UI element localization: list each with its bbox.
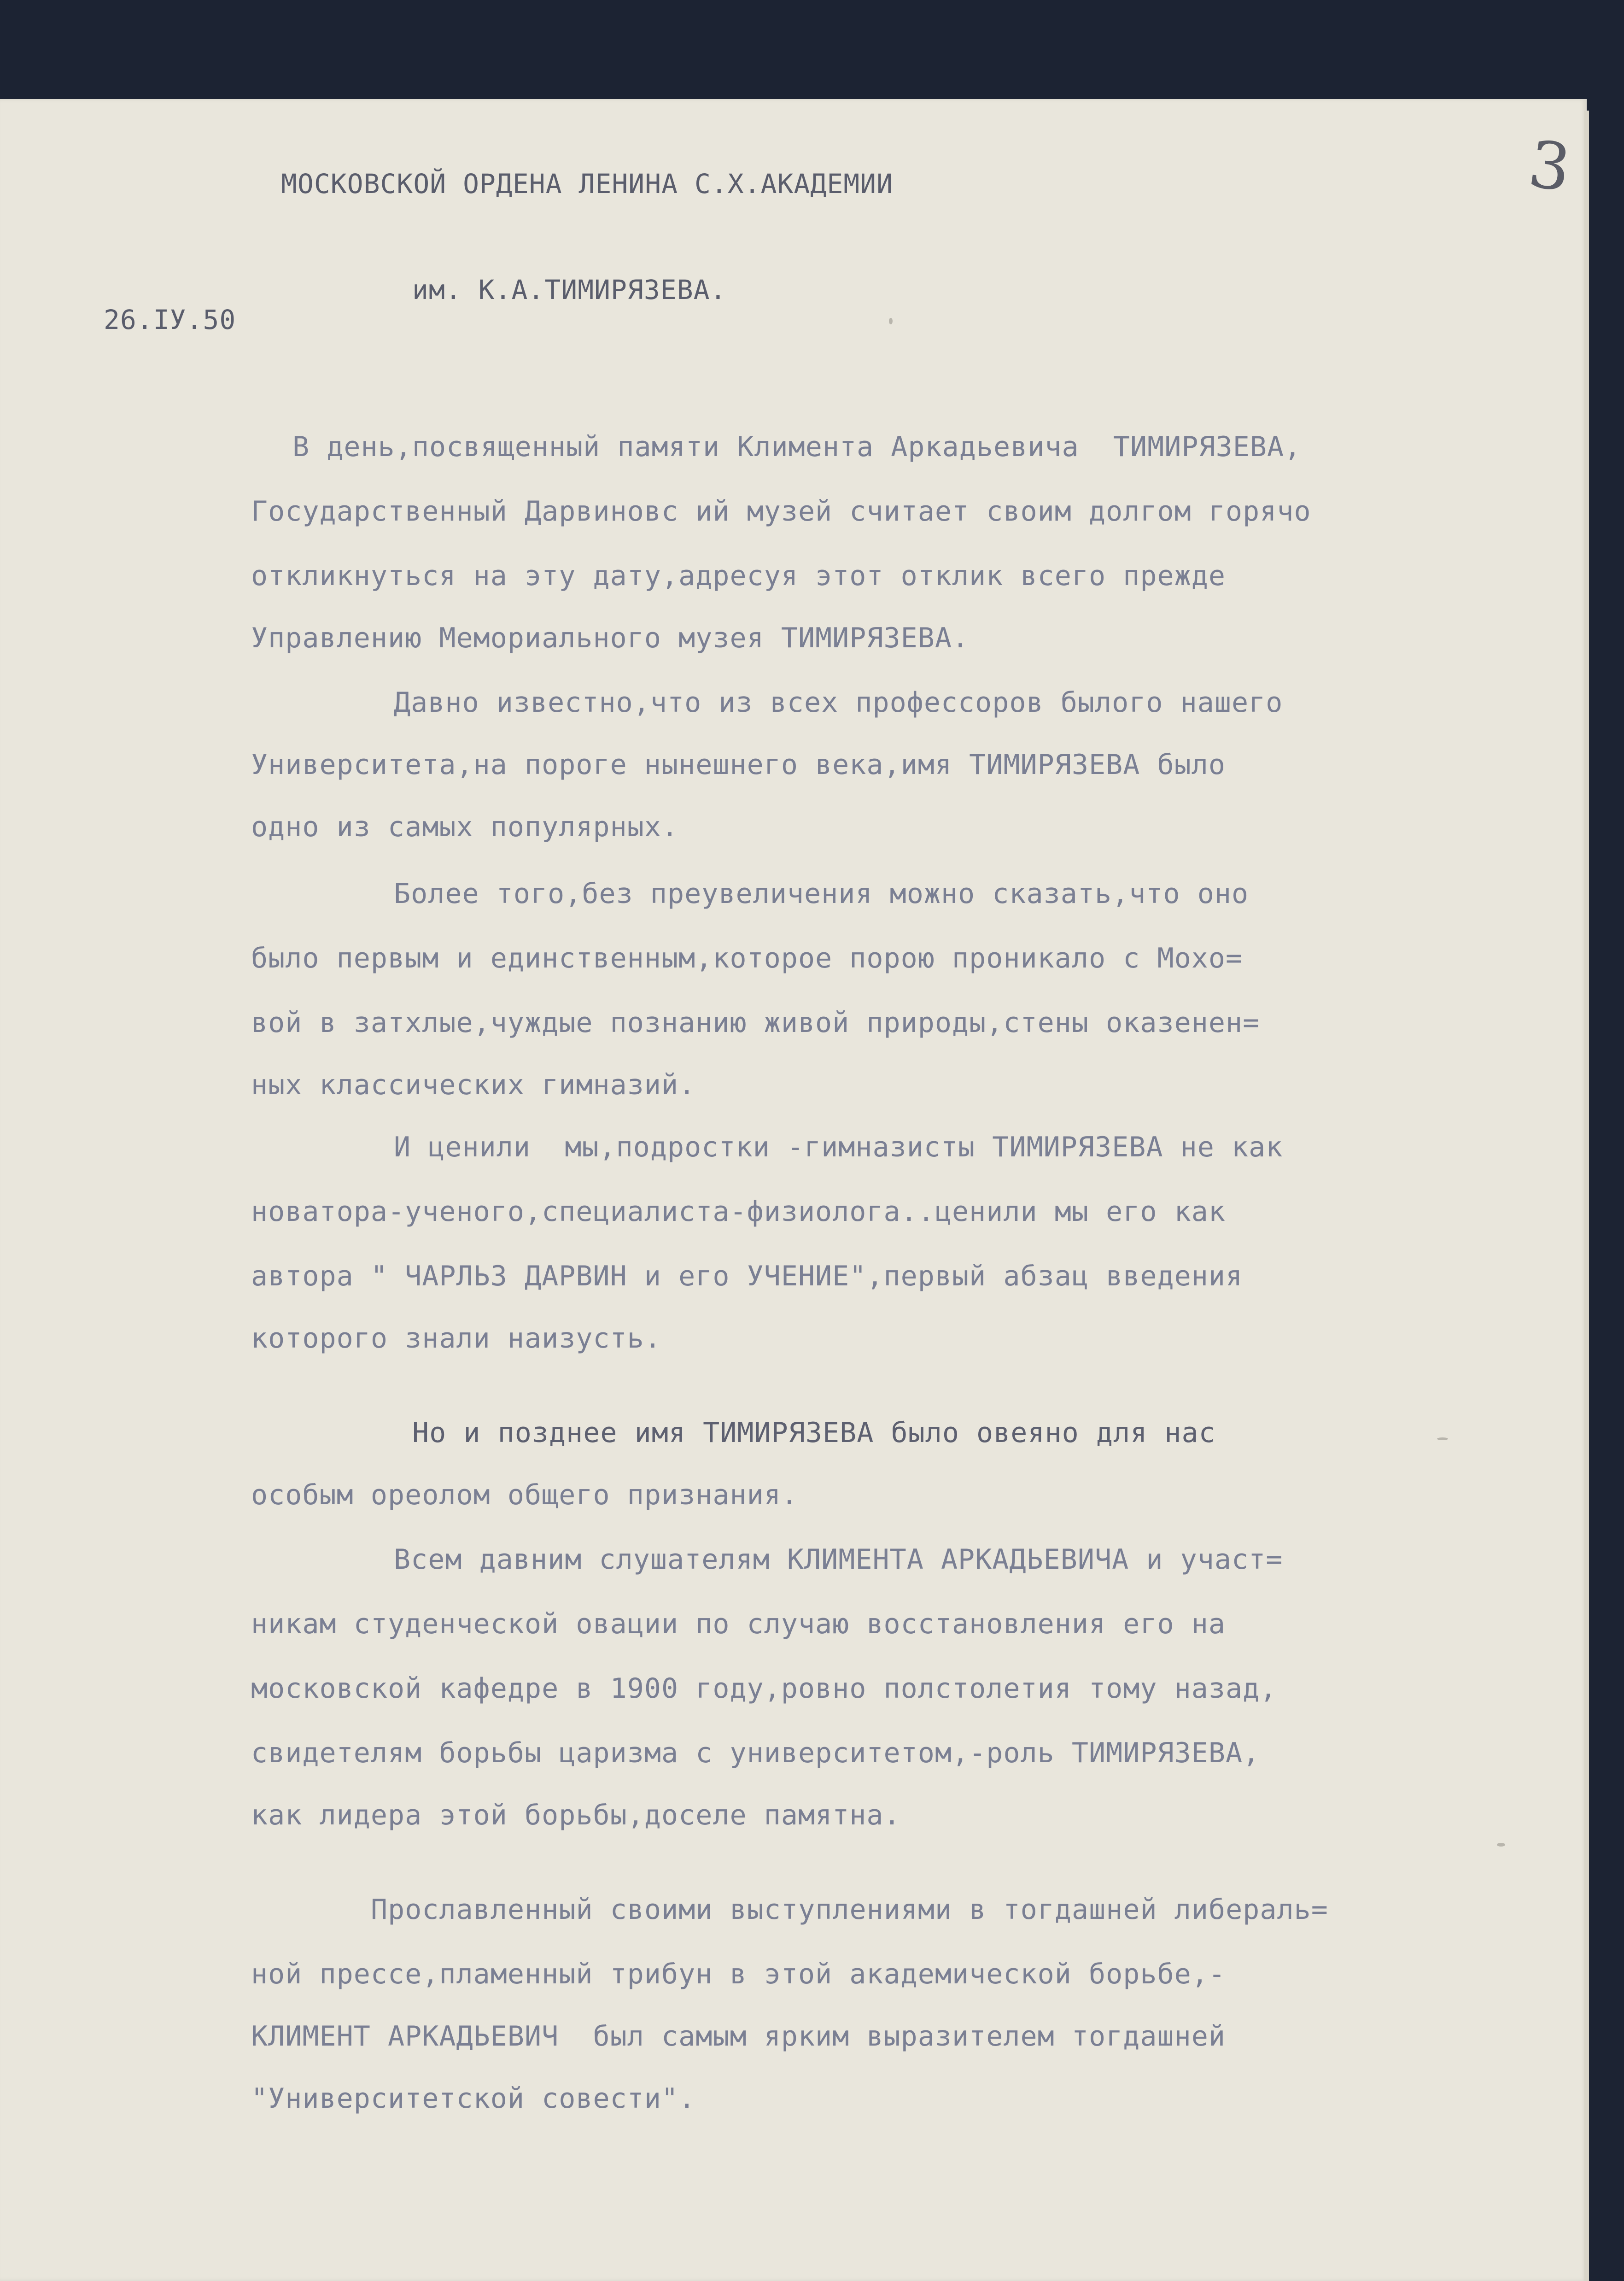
body-line: Давно известно,что из всех профессоров былого нашего [394, 686, 1283, 719]
institution-name: МОСКОВСКОЙ ОРДЕНА ЛЕНИНА С.Х.АКАДЕМИИ [281, 168, 894, 199]
body-line: было первым и единственным,которое порою проникало с Мохо= [251, 942, 1243, 974]
institution-name-continued: им. К.А.ТИМИРЯЗЕВА. [412, 274, 727, 305]
paper-speck [1497, 1843, 1505, 1847]
body-line: одно из самых популярных. [251, 811, 679, 843]
body-line: никам студенческой овации по случаю восстановления его на [251, 1608, 1226, 1640]
body-line: "Университетской совести". [251, 2082, 696, 2115]
body-line: Более того,без преувеличения можно сказать,что оно [394, 878, 1249, 910]
body-line: Прославленный своими выступлениями в тогдашней либераль= [371, 1894, 1328, 1926]
body-line: свидетелям борьбы царизма с университетом,-роль ТИМИРЯЗЕВА, [251, 1737, 1260, 1769]
body-line: Управлению Мемориального музея ТИМИРЯЗЕВА. [251, 622, 970, 654]
page-number: 3 [1524, 126, 1575, 207]
paper-speck [1437, 1437, 1448, 1440]
body-line: Всем давним слушателям КЛИМЕНТА АРКАДЬЕВИЧА и участ= [394, 1543, 1283, 1576]
body-line: ной прессе,пламенный трибун в этой академической борьбе,- [251, 1958, 1226, 1990]
paper-speck [889, 318, 893, 324]
body-line: В день,посвященный памяти Климента Аркадьевича ТИМИРЯЗЕВА, [292, 431, 1302, 463]
body-line: Государственный Дарвиновс ий музей считает своим долгом горячо [251, 495, 1311, 528]
body-line: особым ореолом общего признания. [251, 1479, 798, 1511]
body-line: как лидера этой борьбы,доселе памятна. [251, 1799, 901, 1831]
body-line: московской кафедре в 1900 году,ровно полстолетия тому назад, [251, 1672, 1277, 1705]
body-line: Университета,на пороге нынешнего века,имя ТИМИРЯЗЕВА было [251, 749, 1226, 781]
body-line: И ценили мы,подростки -гимназисты ТИМИРЯЗЕВА не как [394, 1131, 1283, 1163]
body-line: ных классических гимназий. [251, 1069, 696, 1101]
document-date: 26.IУ.50 [104, 304, 236, 335]
body-line: откликнуться на эту дату,адресуя этот отклик всего прежде [251, 560, 1226, 592]
body-line: Но и позднее имя ТИМИРЯЗЕВА было овеяно для нас [412, 1417, 1216, 1449]
body-line: новатора-ученого,специалиста-физиолога..ценили мы его как [251, 1196, 1226, 1228]
body-line: вой в затхлые,чуждые познанию живой природы,стены оказенен= [251, 1007, 1260, 1039]
body-line: автора " ЧАРЛЬЗ ДАРВИН и его УЧЕНИЕ",первый абзац введения [251, 1260, 1243, 1292]
paper-edge [1584, 111, 1589, 2281]
body-line: КЛИМЕНТ АРКАДЬЕВИЧ был самым ярким выразителем тогдашней [251, 2020, 1226, 2052]
body-line: которого знали наизусть. [251, 1322, 661, 1355]
paper-sheet [0, 99, 1587, 2281]
